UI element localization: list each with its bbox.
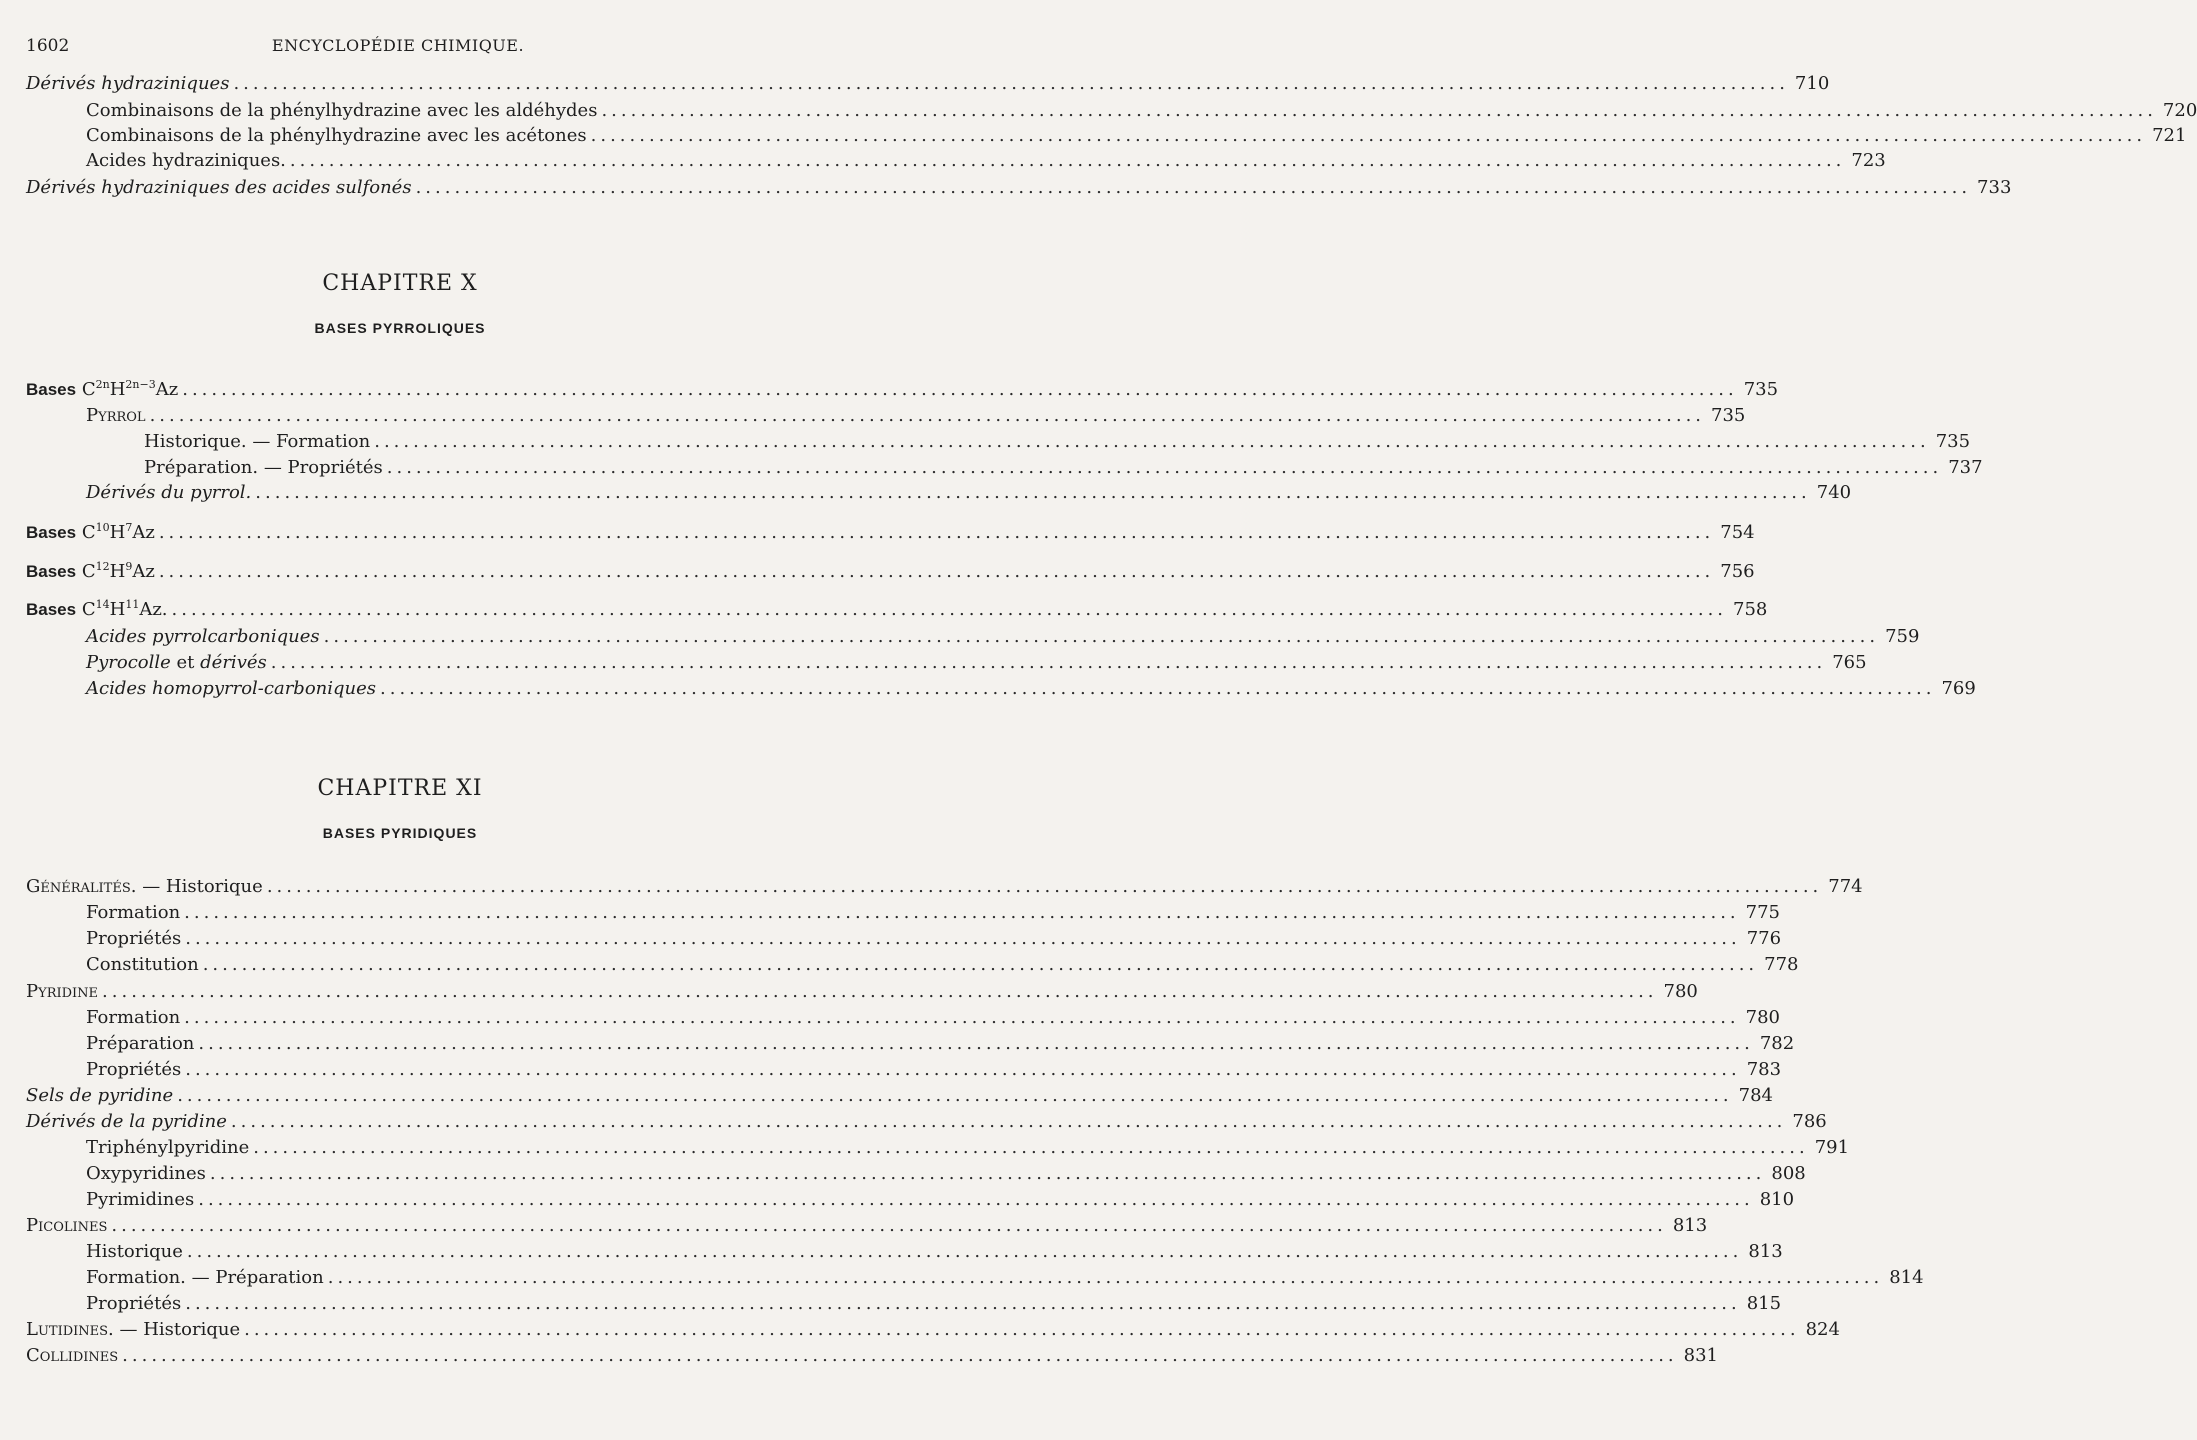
toc-entry-label: Pyrimidines <box>86 1189 195 1210</box>
toc-entry-label: Généralités. — Historique <box>26 876 263 897</box>
toc-entry[interactable] <box>26 176 2012 200</box>
toc-entry-label: Pyrrol <box>86 405 146 426</box>
toc-entry-label: Bases $C^{14}H^{11}Az$. <box>26 598 168 620</box>
toc-entry-label: Historique. — Formation <box>144 431 371 452</box>
toc-entry-page: 710 <box>1794 73 1830 94</box>
toc-entry-page: 784 <box>1738 1085 1774 1106</box>
leader-dots: ................................................................................................................................................................ <box>230 1111 1787 1132</box>
toc-entry-page: 810 <box>1759 1189 1795 1210</box>
toc-entry-page: 815 <box>1746 1293 1782 1314</box>
toc-entry-page: 756 <box>1720 561 1755 582</box>
leader-dots: ................................................................................................................................................................ <box>244 1319 1800 1340</box>
toc-entry-page: 758 <box>1733 599 1768 620</box>
leader-dots: ................................................................................................................................................................ <box>270 652 1827 673</box>
leader-dots: ................................................................................................................................................................ <box>601 100 2157 121</box>
toc-entry-label: Collidines <box>26 1345 119 1366</box>
toc-entry[interactable] <box>26 1084 1774 1108</box>
toc-entry-page: 780 <box>1663 981 1698 1002</box>
toc-entry-page: 831 <box>1683 1345 1718 1366</box>
toc-entry-page: 775 <box>1745 902 1780 923</box>
leader-dots: ................................................................................................................................................................ <box>102 981 1658 1002</box>
toc-entry-label: Bases $C^{10}H^7Az$ <box>26 521 155 543</box>
leader-dots: ................................................................................................................................................................ <box>253 1137 1809 1158</box>
toc-entry[interactable] <box>86 1162 1806 1186</box>
toc-entry[interactable] <box>86 99 2197 123</box>
leader-dots: ................................................................................................................................................................ <box>185 1293 1741 1314</box>
toc-entry[interactable] <box>86 1032 1795 1056</box>
leader-dots: ................................................................................................................................................................ <box>323 626 1880 647</box>
toc-entry[interactable] <box>86 651 1867 675</box>
toc-entry[interactable] <box>86 1058 1782 1082</box>
toc-entry-label: Propriétés <box>86 1059 182 1080</box>
toc-entry-page: 735 <box>1743 379 1779 400</box>
toc-entry-label: Formation <box>86 902 181 923</box>
toc-entry-label: Dérivés hydraziniques <box>26 73 230 94</box>
leader-dots: ................................................................................................................................................................ <box>386 457 1943 478</box>
toc-entry-page: 780 <box>1745 1007 1780 1028</box>
toc-entry[interactable] <box>86 1136 1850 1160</box>
toc-entry-label: Constitution <box>86 954 199 975</box>
toc-entry[interactable] <box>86 625 1920 649</box>
toc-entry-page: 723 <box>1851 150 1886 171</box>
toc-entry-label: Bases $C^{12}H^9Az$ <box>26 560 155 582</box>
toc-entry-page: 735 <box>1711 405 1746 426</box>
toc-entry[interactable] <box>86 1266 1924 1290</box>
toc-entry-label: Historique <box>86 1241 183 1262</box>
toc-entry[interactable] <box>26 560 1755 584</box>
toc-entry-page: 720 <box>2162 100 2197 121</box>
toc-entry[interactable] <box>86 481 1852 505</box>
toc-entry[interactable] <box>86 149 1886 173</box>
leader-dots: ................................................................................................................................................................ <box>327 1267 1884 1288</box>
toc-entry-page: 759 <box>1885 626 1920 647</box>
toc-entry-label: Bases $C^{2n}H^{2n-3}Az$ <box>26 378 179 400</box>
toc-entry[interactable] <box>26 980 1698 1004</box>
toc-entry[interactable] <box>26 378 1779 402</box>
leader-dots: ................................................................................................................................................................ <box>111 1215 1667 1236</box>
toc-entry-page: 786 <box>1792 1111 1827 1132</box>
toc-entry-label: Picolines <box>26 1215 108 1236</box>
toc-entry-page: 778 <box>1764 954 1799 975</box>
leader-dots: ................................................................................................................................................................ <box>255 482 1811 503</box>
toc-entry-page: 735 <box>1935 431 1971 452</box>
toc-entry-page: 774 <box>1828 876 1863 897</box>
toc-entry-label: Acides pyrrolcarboniques <box>86 626 320 647</box>
toc-entry-label: Propriétés <box>86 928 182 949</box>
leader-dots: ................................................................................................................................................................ <box>415 177 1972 198</box>
leader-dots: ................................................................................................................................................................ <box>185 1059 1741 1080</box>
leader-dots: ................................................................................................................................................................ <box>202 954 1759 975</box>
toc-entry-label: Dérivés hydraziniques des acides sulfonés <box>26 177 412 198</box>
leader-dots: ................................................................................................................................................................ <box>182 379 1738 400</box>
leader-dots: ................................................................................................................................................................ <box>590 125 2147 146</box>
toc-entry-page: 754 <box>1720 522 1755 543</box>
toc-entry[interactable] <box>86 124 2187 148</box>
toc-entry[interactable] <box>86 1292 1782 1316</box>
toc-entry-page: 782 <box>1759 1033 1795 1054</box>
leader-dots: ................................................................................................................................................................ <box>122 1345 1678 1366</box>
toc-entry-page: 765 <box>1832 652 1867 673</box>
chapter-title: CHAPITRE XI <box>317 776 483 801</box>
toc-entry-label: Triphénylpyridine <box>86 1137 250 1158</box>
leader-dots: ................................................................................................................................................................ <box>185 928 1741 949</box>
toc-entry[interactable] <box>26 72 1830 96</box>
toc-entry[interactable] <box>86 1240 1783 1264</box>
toc-entry-page: 769 <box>1941 678 1976 699</box>
toc-entry[interactable] <box>86 953 1799 977</box>
toc-entry-page: 814 <box>1889 1267 1924 1288</box>
toc-entry-label: Dérivés de la pyridine <box>26 1111 227 1132</box>
toc-entry-label: Préparation. — Propriétés <box>144 457 383 478</box>
toc-entry[interactable] <box>26 1214 1708 1238</box>
toc-entry-page: 791 <box>1814 1137 1850 1158</box>
toc-entry-label: Combinaisons de la phénylhydrazine avec les acétones <box>86 125 587 146</box>
toc-entry-label: Acides hydraziniques. <box>86 150 286 171</box>
toc-entry[interactable] <box>26 875 1863 899</box>
running-title: ENCYCLOPÉDIE CHIMIQUE. <box>271 36 525 55</box>
toc-entry[interactable] <box>86 1188 1795 1212</box>
toc-entry-label: Préparation <box>86 1033 195 1054</box>
toc-entry-page: 783 <box>1746 1059 1782 1080</box>
leader-dots: ................................................................................................................................................................ <box>209 1163 1766 1184</box>
leader-dots: ................................................................................................................................................................ <box>289 150 1846 171</box>
toc-entry[interactable] <box>26 598 1768 622</box>
toc-entry-label: Dérivés du pyrrol. <box>86 482 252 503</box>
toc-entry-page: 824 <box>1805 1319 1840 1340</box>
leader-dots: ................................................................................................................................................................ <box>149 405 1706 426</box>
page-header <box>26 36 770 60</box>
leader-dots: ................................................................................................................................................................ <box>158 561 1715 582</box>
toc-entry-page: 808 <box>1771 1163 1806 1184</box>
leader-dots: ................................................................................................................................................................ <box>374 431 1930 452</box>
toc-entry-label: Sels de pyridine <box>26 1085 174 1106</box>
toc-entry-label: Lutidines. — Historique <box>26 1319 241 1340</box>
toc-entry[interactable] <box>26 1318 1840 1342</box>
toc-entry-label: Acides homopyrrol-carboniques <box>86 678 377 699</box>
chapter-subtitle: BASES PYRIDIQUES <box>322 825 478 841</box>
toc-entry[interactable] <box>26 1110 1827 1134</box>
page-number: 1602 <box>26 36 70 56</box>
toc-entry[interactable] <box>86 677 1976 701</box>
leader-dots: ................................................................................................................................................................ <box>158 522 1715 543</box>
toc-entry-label: Propriétés <box>86 1293 182 1314</box>
toc-entry-label: Formation. — Préparation <box>86 1267 324 1288</box>
toc-entry[interactable] <box>26 521 1755 545</box>
leader-dots: ................................................................................................................................................................ <box>186 1241 1743 1262</box>
toc-entry[interactable] <box>144 456 1983 480</box>
leader-dots: ................................................................................................................................................................ <box>184 1007 1740 1028</box>
toc-entry-page: 776 <box>1746 928 1782 949</box>
toc-entry[interactable] <box>86 901 1780 925</box>
toc-entry-page: 737 <box>1948 457 1983 478</box>
leader-dots: ................................................................................................................................................................ <box>198 1189 1754 1210</box>
toc-entry[interactable] <box>86 1006 1780 1030</box>
leader-dots: ................................................................................................................................................................ <box>171 599 1728 620</box>
toc-entry-page: 813 <box>1748 1241 1783 1262</box>
toc-entry-page: 733 <box>1977 177 2012 198</box>
toc-entry-label: Combinaisons de la phénylhydrazine avec les aldéhydes <box>86 100 598 121</box>
leader-dots: ................................................................................................................................................................ <box>266 876 1823 897</box>
leader-dots: ................................................................................................................................................................ <box>380 678 1936 699</box>
chapter-subtitle: BASES PYRROLIQUES <box>314 320 486 336</box>
toc-entry[interactable] <box>144 430 1971 454</box>
leader-dots: ................................................................................................................................................................ <box>233 73 1789 94</box>
toc-entry-label: Oxypyridines <box>86 1163 206 1184</box>
chapter-title: CHAPITRE X <box>322 271 478 296</box>
toc-entry-page: 721 <box>2152 125 2187 146</box>
toc-entry-page: 813 <box>1672 1215 1708 1236</box>
leader-dots: ................................................................................................................................................................ <box>198 1033 1754 1054</box>
toc-entry[interactable] <box>86 404 1746 428</box>
toc-entry[interactable] <box>26 1344 1718 1368</box>
leader-dots: ................................................................................................................................................................ <box>177 1085 1733 1106</box>
toc-entry-label: Formation <box>86 1007 181 1028</box>
toc-entry-page: 740 <box>1816 482 1852 503</box>
toc-entry[interactable] <box>86 927 1782 951</box>
toc-entry-label: Pyrocolle et dérivés <box>86 652 267 673</box>
toc-entry-label: Pyridine <box>26 981 99 1002</box>
leader-dots: ................................................................................................................................................................ <box>184 902 1740 923</box>
